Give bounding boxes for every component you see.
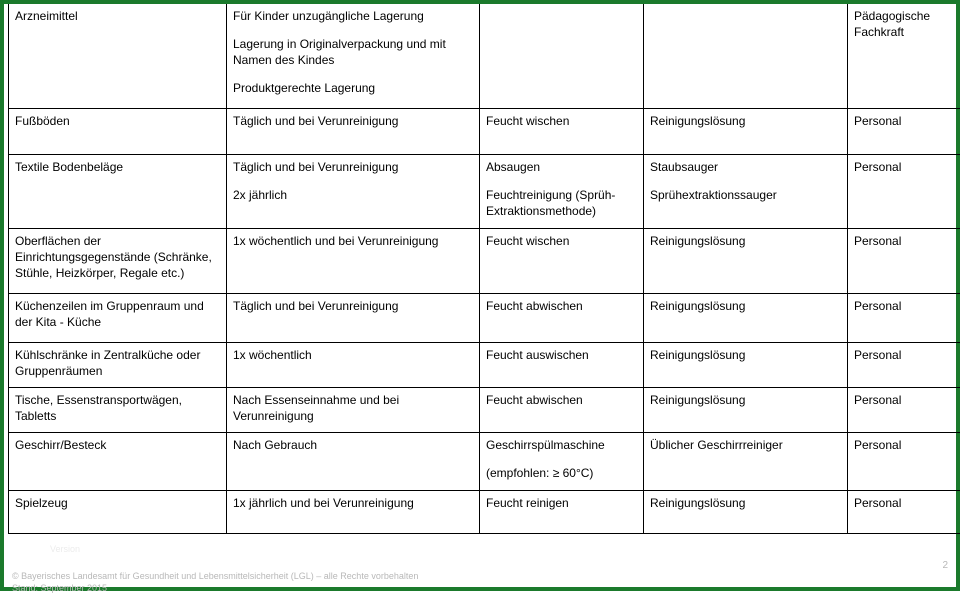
cell-haeufigkeit bbox=[227, 387, 480, 432]
cell-methode bbox=[480, 154, 644, 228]
cell-text: Absaugen bbox=[486, 159, 637, 175]
cell-text: Geschirr/Besteck bbox=[15, 437, 220, 453]
cell-text: Reinigungslösung bbox=[650, 347, 841, 363]
cell-methode bbox=[480, 293, 644, 342]
cell-text: Feuchtreinigung (Sprüh-Extraktionsmethode) bbox=[486, 187, 637, 219]
cell-text: Reinigungslösung bbox=[650, 233, 841, 249]
cell-bereich bbox=[9, 490, 227, 533]
cell-text: Üblicher Geschirrreiniger bbox=[650, 437, 841, 453]
cell-text: Personal bbox=[854, 113, 954, 129]
cell-text: Tische, Essenstransportwägen, Tabletts bbox=[15, 392, 220, 424]
cell-text: Arzneimittel bbox=[15, 8, 220, 24]
cell-text: 1x wöchentlich und bei Verunreinigung bbox=[233, 233, 473, 249]
cell-bereich bbox=[9, 432, 227, 490]
cell-text: Kühlschränke in Zentralküche oder Gruppenräumen bbox=[15, 347, 220, 379]
cell-haeufigkeit bbox=[227, 154, 480, 228]
cell-zustaendig bbox=[848, 342, 960, 387]
cell-mittel bbox=[644, 293, 848, 342]
cell-mittel bbox=[644, 108, 848, 154]
cell-haeufigkeit bbox=[227, 293, 480, 342]
cell-zustaendig bbox=[848, 490, 960, 533]
cell-bereich bbox=[9, 108, 227, 154]
cell-text: Produktgerechte Lagerung bbox=[233, 80, 473, 96]
cell-bereich bbox=[9, 293, 227, 342]
cell-text: Personal bbox=[854, 159, 954, 175]
cell-haeufigkeit bbox=[227, 490, 480, 533]
cell-text: Pädagogische Fachkraft bbox=[854, 8, 954, 40]
cell-zustaendig bbox=[848, 387, 960, 432]
cell-text: Feucht reinigen bbox=[486, 495, 637, 511]
cell-text: Lagerung in Originalverpackung und mit Namen des Kindes bbox=[233, 36, 473, 68]
page-number: 2 bbox=[942, 560, 948, 571]
cell-mittel bbox=[644, 228, 848, 293]
cell-text: Personal bbox=[854, 233, 954, 249]
cell-text: Reinigungslösung bbox=[650, 392, 841, 408]
cell-bereich bbox=[9, 154, 227, 228]
cell-mittel bbox=[644, 432, 848, 490]
cell-text: Reinigungslösung bbox=[650, 298, 841, 314]
cell-text: Reinigungslösung bbox=[650, 113, 841, 129]
cell-text: Staubsauger bbox=[650, 159, 841, 175]
cell-zustaendig bbox=[848, 108, 960, 154]
cell-text: Küchenzeilen im Gruppenraum und der Kita - Küche bbox=[15, 298, 220, 330]
cell-text: Sprühextraktionssauger bbox=[650, 187, 841, 203]
stand-date: Stand: September 2015 bbox=[12, 582, 418, 594]
cell-haeufigkeit bbox=[227, 228, 480, 293]
table-body bbox=[9, 4, 960, 533]
cell-text: Oberflächen der Einrichtungsgegenstände (Schränke, Stühle, Heizkörper, Regale etc.) bbox=[15, 233, 220, 281]
cell-text: Feucht abwischen bbox=[486, 298, 637, 314]
cell-haeufigkeit bbox=[227, 4, 480, 108]
cell-text: Reinigungslösung bbox=[650, 495, 841, 511]
cell-text: (empfohlen: ≥ 60°C) bbox=[486, 465, 637, 481]
cell-text: 2x jährlich bbox=[233, 187, 473, 203]
cell-methode bbox=[480, 490, 644, 533]
table-row bbox=[9, 342, 960, 387]
table-row bbox=[9, 432, 960, 490]
table-row bbox=[9, 387, 960, 432]
cell-text: Täglich und bei Verunreinigung bbox=[233, 113, 473, 129]
cell-text: Nach Gebrauch bbox=[233, 437, 473, 453]
table-row bbox=[9, 108, 960, 154]
cell-bereich bbox=[9, 342, 227, 387]
copyright-text: © Bayerisches Landesamt für Gesundheit und Lebensmittelsicherheit (LGL) – alle Rechte vorbehalten bbox=[12, 570, 418, 582]
cell-text: Täglich und bei Verunreinigung bbox=[233, 298, 473, 314]
cell-text: Personal bbox=[854, 392, 954, 408]
cell-text: Für Kinder unzugängliche Lagerung bbox=[233, 8, 473, 24]
cell-text: Feucht abwischen bbox=[486, 392, 637, 408]
footer bbox=[12, 570, 418, 594]
cell-text: 1x wöchentlich bbox=[233, 347, 473, 363]
cell-mittel bbox=[644, 4, 848, 108]
cell-methode bbox=[480, 228, 644, 293]
cell-text: Feucht wischen bbox=[486, 233, 637, 249]
cell-text: Personal bbox=[854, 437, 954, 453]
cell-haeufigkeit bbox=[227, 342, 480, 387]
table-row bbox=[9, 293, 960, 342]
cell-bereich bbox=[9, 387, 227, 432]
cell-zustaendig bbox=[848, 293, 960, 342]
cell-text: Täglich und bei Verunreinigung bbox=[233, 159, 473, 175]
cell-zustaendig bbox=[848, 432, 960, 490]
cell-methode bbox=[480, 387, 644, 432]
cell-bereich bbox=[9, 228, 227, 293]
cell-text: Feucht wischen bbox=[486, 113, 637, 129]
cell-haeufigkeit bbox=[227, 432, 480, 490]
cell-methode bbox=[480, 4, 644, 108]
cell-bereich bbox=[9, 4, 227, 108]
cell-methode bbox=[480, 108, 644, 154]
cell-methode bbox=[480, 342, 644, 387]
cell-text: Fußböden bbox=[15, 113, 220, 129]
cell-mittel bbox=[644, 490, 848, 533]
cell-text: Personal bbox=[854, 495, 954, 511]
cell-text: Personal bbox=[854, 347, 954, 363]
cell-text: Spielzeug bbox=[15, 495, 220, 511]
cell-methode bbox=[480, 432, 644, 490]
table-row bbox=[9, 154, 960, 228]
cell-haeufigkeit bbox=[227, 108, 480, 154]
table-row bbox=[9, 228, 960, 293]
cell-text: Feucht auswischen bbox=[486, 347, 637, 363]
cell-mittel bbox=[644, 387, 848, 432]
cell-mittel bbox=[644, 342, 848, 387]
cell-text: Nach Essenseinnahme und bei Verunreinigung bbox=[233, 392, 473, 424]
cell-mittel bbox=[644, 154, 848, 228]
cell-text: Textile Bodenbeläge bbox=[15, 159, 220, 175]
table-row bbox=[9, 490, 960, 533]
cell-zustaendig bbox=[848, 154, 960, 228]
hygiene-plan-table bbox=[8, 4, 960, 534]
cell-zustaendig bbox=[848, 4, 960, 108]
cell-text: 1x jährlich und bei Verunreinigung bbox=[233, 495, 473, 511]
table-row bbox=[9, 4, 960, 108]
faint-footer-text: Version bbox=[50, 544, 80, 554]
cell-zustaendig bbox=[848, 228, 960, 293]
cell-text: Geschirrspülmaschine bbox=[486, 437, 637, 453]
cell-text: Personal bbox=[854, 298, 954, 314]
